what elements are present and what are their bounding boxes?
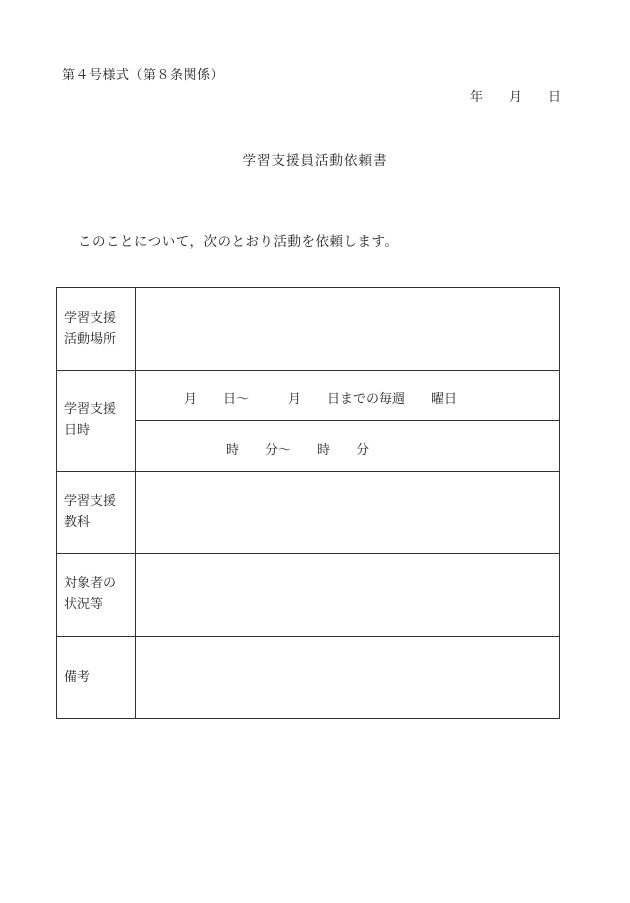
schedule-inner-divider [135,420,560,421]
row-label-datetime: 学習支援 日時 [64,402,117,438]
location-input-cell[interactable] [136,288,559,370]
row-label-subject: 学習支援 教科 [64,494,117,530]
table-border-bottom [56,718,560,719]
document-title: 学習支援員活動依頼書 [242,153,388,169]
intro-text: このことについて，次のとおり活動を依頼します。 [78,234,399,250]
remarks-input-cell[interactable] [136,637,559,718]
schedule-time-range[interactable]: 時 分～ 時 分 [226,443,370,458]
row-label-target-status: 対象者の 状況等 [64,576,117,612]
table-border-right [559,287,560,719]
form-number: 第４号様式（第８条関係） [62,68,225,83]
subject-input-cell[interactable] [136,472,559,553]
table-border-left [56,287,57,719]
date-line: 年 月 日 [470,90,562,105]
row-label-remarks: 備考 [64,670,91,685]
table-row-divider [56,370,560,371]
row-label-location: 学習支援 活動場所 [64,311,117,347]
request-table [56,287,560,719]
target-status-input-cell[interactable] [136,554,559,636]
schedule-date-range[interactable]: 月 日～ 月 日までの毎週 曜日 [184,392,458,407]
